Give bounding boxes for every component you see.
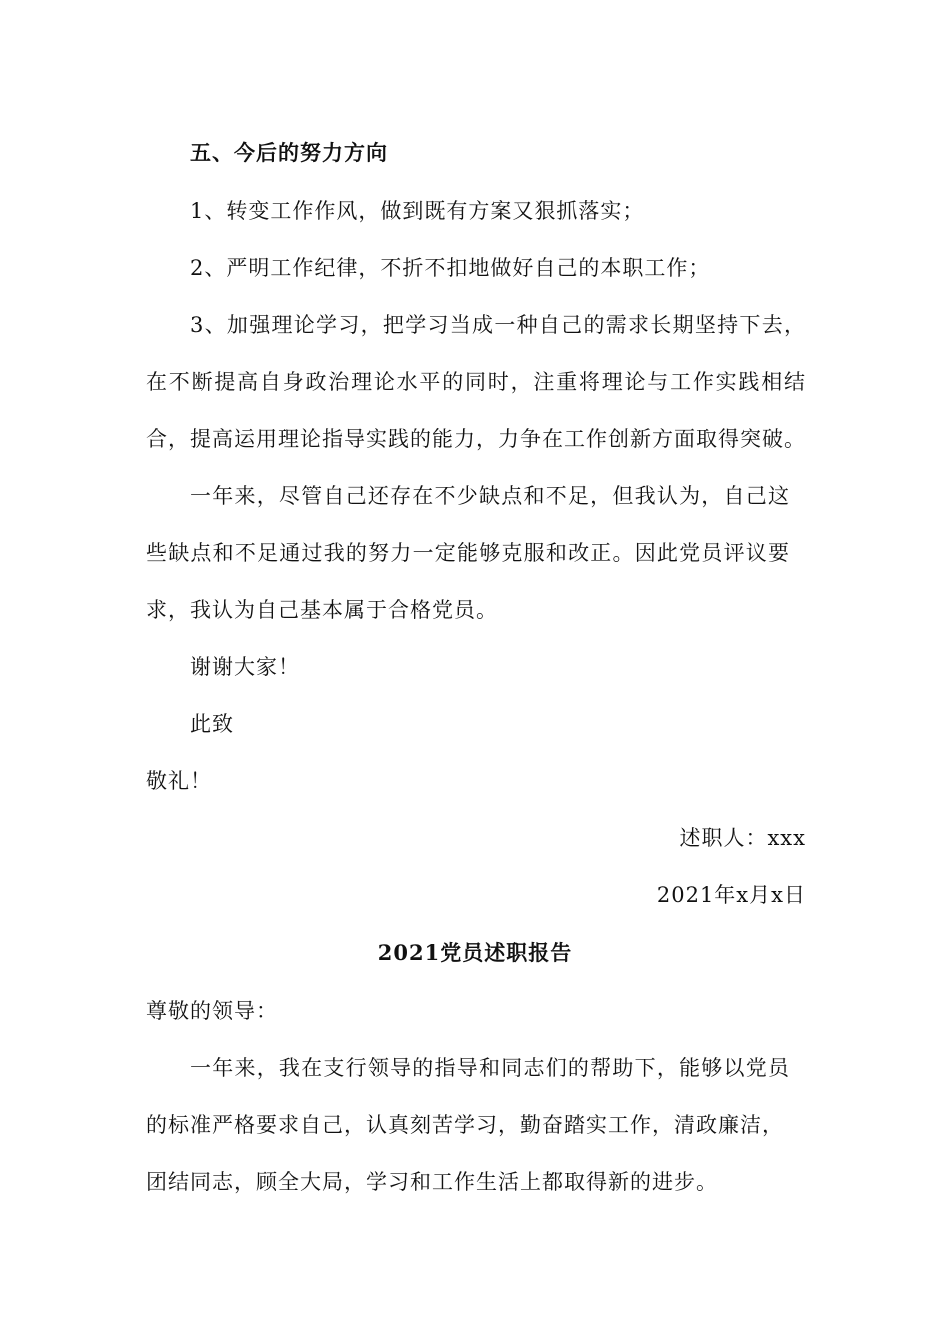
salute-text: 敬礼！ xyxy=(146,769,212,793)
summary-line-1: 一年来，尽管自己还存在不少缺点和不足，但我认为，自己这 xyxy=(190,484,790,508)
greeting: 尊敬的领导： xyxy=(146,999,278,1023)
summary-line-3: 求，我认为自己基本属于合格党员。 xyxy=(146,598,498,622)
intro-line-1: 一年来，我在支行领导的指导和同志们的帮助下，能够以党员 xyxy=(190,1056,790,1080)
list-item-2: 2、严明工作纪律，不折不扣地做好自己的本职工作； xyxy=(190,256,711,280)
report-title: 2021党员述职报告 xyxy=(377,940,573,965)
thanks-text: 谢谢大家！ xyxy=(190,655,300,679)
list-item-3-line-2: 在不断提高自身政治理论水平的同时，注重将理论与工作实践相结 xyxy=(146,370,806,394)
date: 2021年x月x日 xyxy=(656,883,806,907)
intro-line-3: 团结同志，顾全大局，学习和工作生活上都取得新的进步。 xyxy=(146,1170,718,1194)
list-item-1: 1、转变工作作风，做到既有方案又狠抓落实； xyxy=(190,199,645,223)
section-heading: 五、今后的努力方向 xyxy=(190,140,388,165)
intro-line-2: 的标准严格要求自己，认真刻苦学习，勤奋踏实工作，清政廉洁， xyxy=(146,1113,784,1137)
summary-line-2: 些缺点和不足通过我的努力一定能够克服和改正。因此党员评议要 xyxy=(146,541,790,565)
signature: 述职人：xxx xyxy=(679,826,806,850)
list-item-3-line-3: 合，提高运用理论指导实践的能力，力争在工作创新方面取得突破。 xyxy=(146,427,806,451)
list-item-3-line-1: 3、加强理论学习，把学习当成一种自己的需求长期坚持下去， xyxy=(190,313,806,337)
closing-text: 此致 xyxy=(190,712,234,736)
